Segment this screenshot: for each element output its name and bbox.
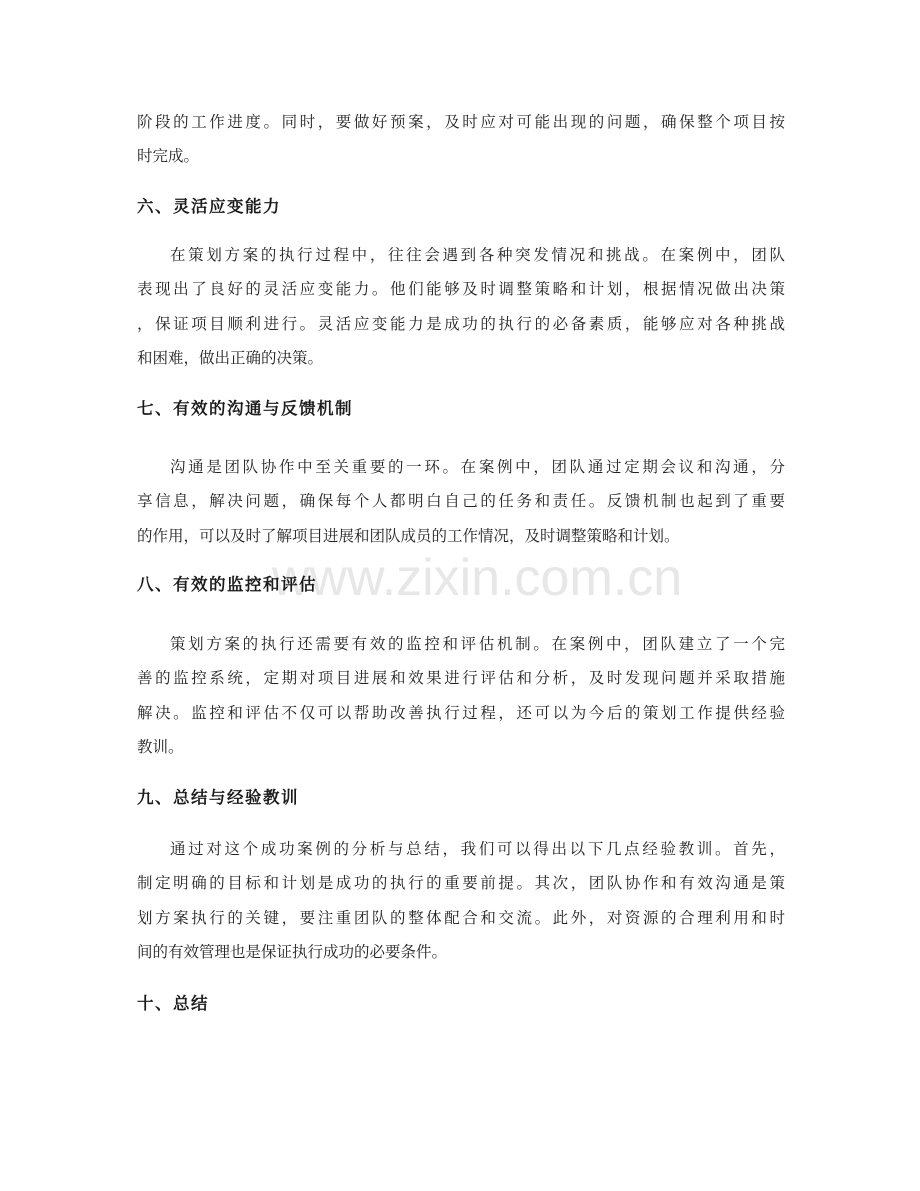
paragraph-line: 的作用，可以及时了解项目进展和团队成员的工作情况，及时调整策略和计划。 (137, 526, 680, 545)
paragraph-line: 表现出了良好的灵活应变能力。他们能够及时调整策略和计划，根据情况做出决策 (137, 280, 785, 299)
paragraph-line: ，保证项目顺利进行。灵活应变能力是成功的执行的必备素质，能够应对各种挑战 (137, 314, 785, 333)
paragraph-line: 解决。监控和评估不仅可以帮助改善执行过程，还可以为今后的策划工作提供经验 (137, 703, 785, 722)
paragraph-line: 策划方案的执行还需要有效的监控和评估机制。在案例中，团队建立了一个完 (170, 635, 785, 653)
paragraph (137, 238, 785, 376)
paragraph (137, 627, 785, 765)
paragraph-line: 阶段的工作进度。同时，要做好预案，及时应对可能出现的问题，确保整个项目按 (137, 113, 785, 131)
paragraph-line: 时完成。 (137, 147, 200, 166)
paragraph-line: 享信息，解决问题，确保每个人都明白自己的任务和责任。反馈机制也起到了重要 (137, 492, 785, 511)
paragraph-line: 间的有效管理也是保证执行成功的必要条件。 (137, 943, 448, 962)
paragraph-line: 和困难，做出正确的决策。 (137, 349, 324, 368)
paragraph (137, 105, 785, 174)
paragraph-line: 善的监控系统，定期对项目进展和效果进行评估和分析，及时发现问题并采取措施 (137, 669, 785, 688)
paragraph (137, 450, 785, 553)
section-heading: 十、总结 (137, 994, 209, 1013)
section-heading: 六、灵活应变能力 (137, 197, 281, 216)
paragraph-line: 通过对这个成功案例的分析与总结，我们可以得出以下几点经验教训。首先， (170, 840, 785, 858)
paragraph-line: 教训。 (137, 738, 184, 757)
watermark: www.zixin.com.cn (271, 549, 683, 607)
paragraph (137, 832, 785, 970)
section-heading: 九、总结与经验教训 (137, 788, 299, 807)
section-heading: 八、有效的监控和评估 (137, 575, 317, 594)
paragraph-line: 划方案执行的关键，要注重团队的整体配合和交流。此外，对资源的合理利用和时 (137, 908, 785, 927)
section-heading: 七、有效的沟通与反馈机制 (137, 399, 353, 418)
paragraph-line: 在策划方案的执行过程中，往往会遇到各种突发情况和挑战。在案例中，团队 (170, 246, 785, 264)
paragraph-line: 制定明确的目标和计划是成功的执行的重要前提。其次，团队协作和有效沟通是策 (137, 874, 785, 893)
paragraph-line: 沟通是团队协作中至关重要的一环。在案例中，团队通过定期会议和沟通，分 (170, 458, 785, 476)
